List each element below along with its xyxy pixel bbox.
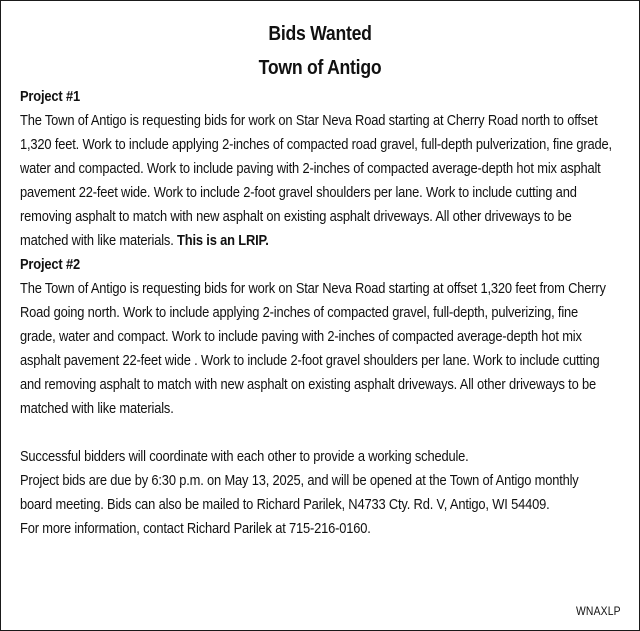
notice-title: Bids Wanted xyxy=(268,22,372,45)
due-date-text: Project bids are due by 6:30 p.m. on May 13, 2025, and will be opened at the Town of Antigo monthly board meeting. Bids can also be mailed to Richard Parilek, N4733 Cty. Rd. V, Antigo, WI 54409. xyxy=(20,472,579,513)
project-2-heading: Project #2 xyxy=(20,256,80,273)
project-1-lrip-note: This is an LRIP. xyxy=(177,232,269,249)
notice-subtitle: Town of Antigo xyxy=(258,56,382,79)
project-2-body: The Town of Antigo is requesting bids for work on Star Neva Road starting at offset 1,320 feet from Cherry Road going north. Work to include applying 2-inches of compacted gravel, full-depth, pulverizing, fine grade, water and compact. Work to include paving with 2-inches of compacted average-depth hot mix asphalt pavement 22-feet wide . Work to include 2-foot gravel shoulders per lane. Work to include cutting and removing asphalt to match with new asphalt on existing asphalt driveways. All other driveways to be matched with like materials. xyxy=(20,280,606,417)
project-1-heading: Project #1 xyxy=(20,88,80,105)
notice-body xyxy=(20,85,613,541)
paragraph-spacer xyxy=(20,421,613,445)
coordination-text: Successful bidders will coordinate with each other to provide a working schedule. xyxy=(20,448,469,465)
project-1-description xyxy=(20,109,613,253)
contact-text: For more information, contact Richard Parilek at 715-216-0160. xyxy=(20,520,371,537)
project-1-body: The Town of Antigo is requesting bids for work on Star Neva Road starting at Cherry Road north to offset 1,320 feet. Work to include applying 2-inches of compacted road gravel, full-depth pulverization, fine grade, water and compacted. Work to include paving with 2-inches of compacted average-depth hot mix asphalt pavement 22-feet wide. Work to include 2-foot gravel shoulders per lane. Work to include cutting and removing asphalt to match with new asphalt on existing asphalt driveways. All other driveways to be matched with like materials. xyxy=(20,112,612,249)
publisher-code: WNAXLP xyxy=(576,606,621,618)
